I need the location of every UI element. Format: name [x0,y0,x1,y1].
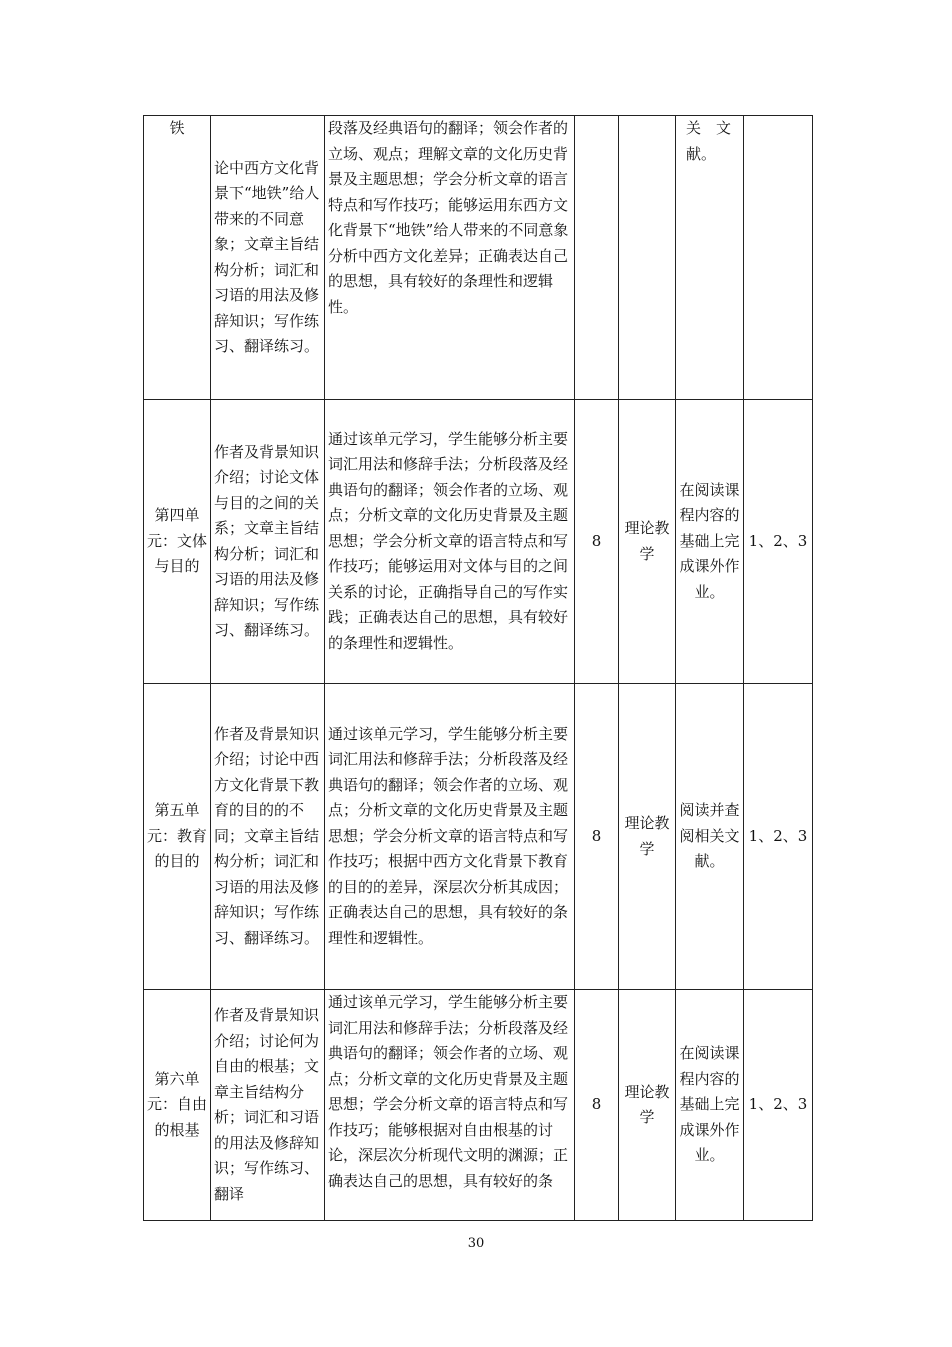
hours-cell: 8 [575,684,619,990]
content-cell: 作者及背景知识介绍；讨论中西方文化背景下教育的目的的不同；文章主旨结构分析；词汇和习语的用法及修辞知识；写作练习、翻译练习。 [211,684,325,990]
table-row [144,400,813,684]
objective-link-cell: 1、2、3 [744,990,813,1221]
objectives-cell: 通过该单元学习，学生能够分析主要词汇用法和修辞手法；分析段落及经典语句的翻译；领会作者的立场、观点；分析文章的文化历史背景及主题思想；学会分析文章的语言特点和写作技巧；能够根据对自由根基的讨论，深层次分析现代文明的渊源；正确表达自己的思想，具有较好的条 [325,990,575,1221]
syllabus-table [143,115,813,1221]
objective-link-cell: 1、2、3 [744,400,813,684]
requirements-cell: 阅读并查阅相关文献。 [676,684,744,990]
unit-cell: 第四单元：文体与目的 [144,400,211,684]
content-cell: 作者及背景知识介绍；讨论文体与目的之间的关系；文章主旨结构分析；词汇和习语的用法及修辞知识；写作练习、翻译练习。 [211,400,325,684]
requirements-cell: 在阅读课程内容的基础上完成课外作业。 [676,400,744,684]
objective-link-cell: 1、2、3 [744,684,813,990]
unit-cell: 第六单元：自由的根基 [144,990,211,1221]
requirements-cell: 关 文献。 [676,116,744,400]
hours-cell: 8 [575,990,619,1221]
table-row [144,990,813,1221]
unit-cell: 铁 [144,116,211,400]
requirements-cell: 在阅读课程内容的基础上完成课外作业。 [676,990,744,1221]
table-row [144,684,813,990]
objective-link-cell [744,116,813,400]
method-cell [619,116,676,400]
method-cell: 理论教学 [619,400,676,684]
objectives-cell: 通过该单元学习，学生能够分析主要词汇用法和修辞手法；分析段落及经典语句的翻译；领会作者的立场、观点；分析文章的文化历史背景及主题思想；学会分析文章的语言特点和写作技巧；根据中西方文化背景下教育的目的的差异，深层次分析其成因；正确表达自己的思想，具有较好的条理性和逻辑性。 [325,684,575,990]
content-cell: 作者及背景知识介绍；讨论何为自由的根基；文章主旨结构分析；词汇和习语的用法及修辞知识；写作练习、翻译 [211,990,325,1221]
method-cell: 理论教学 [619,990,676,1221]
method-cell: 理论教学 [619,684,676,990]
hours-cell [575,116,619,400]
page-number: 30 [467,1236,485,1251]
content-cell: 论中西方文化背景下“地铁”给人带来的不同意象；文章主旨结构分析；词汇和习语的用法及修辞知识；写作练习、翻译练习。 [211,116,325,400]
hours-cell: 8 [575,400,619,684]
objectives-cell: 通过该单元学习，学生能够分析主要词汇用法和修辞手法；分析段落及经典语句的翻译；领会作者的立场、观点；分析文章的文化历史背景及主题思想；学会分析文章的语言特点和写作技巧；能够运用对文体与目的之间关系的讨论，正确指导自己的写作实践；正确表达自己的思想，具有较好的条理性和逻辑性。 [325,400,575,684]
objectives-cell: 段落及经典语句的翻译；领会作者的立场、观点；理解文章的文化历史背景及主题思想；学会分析文章的语言特点和写作技巧；能够运用东西方文化背景下“地铁”给人带来的不同意象分析中西方文化差异；正确表达自己的思想，具有较好的条理性和逻辑性。 [325,116,575,400]
table-row [144,116,813,400]
unit-cell: 第五单元：教育的目的 [144,684,211,990]
